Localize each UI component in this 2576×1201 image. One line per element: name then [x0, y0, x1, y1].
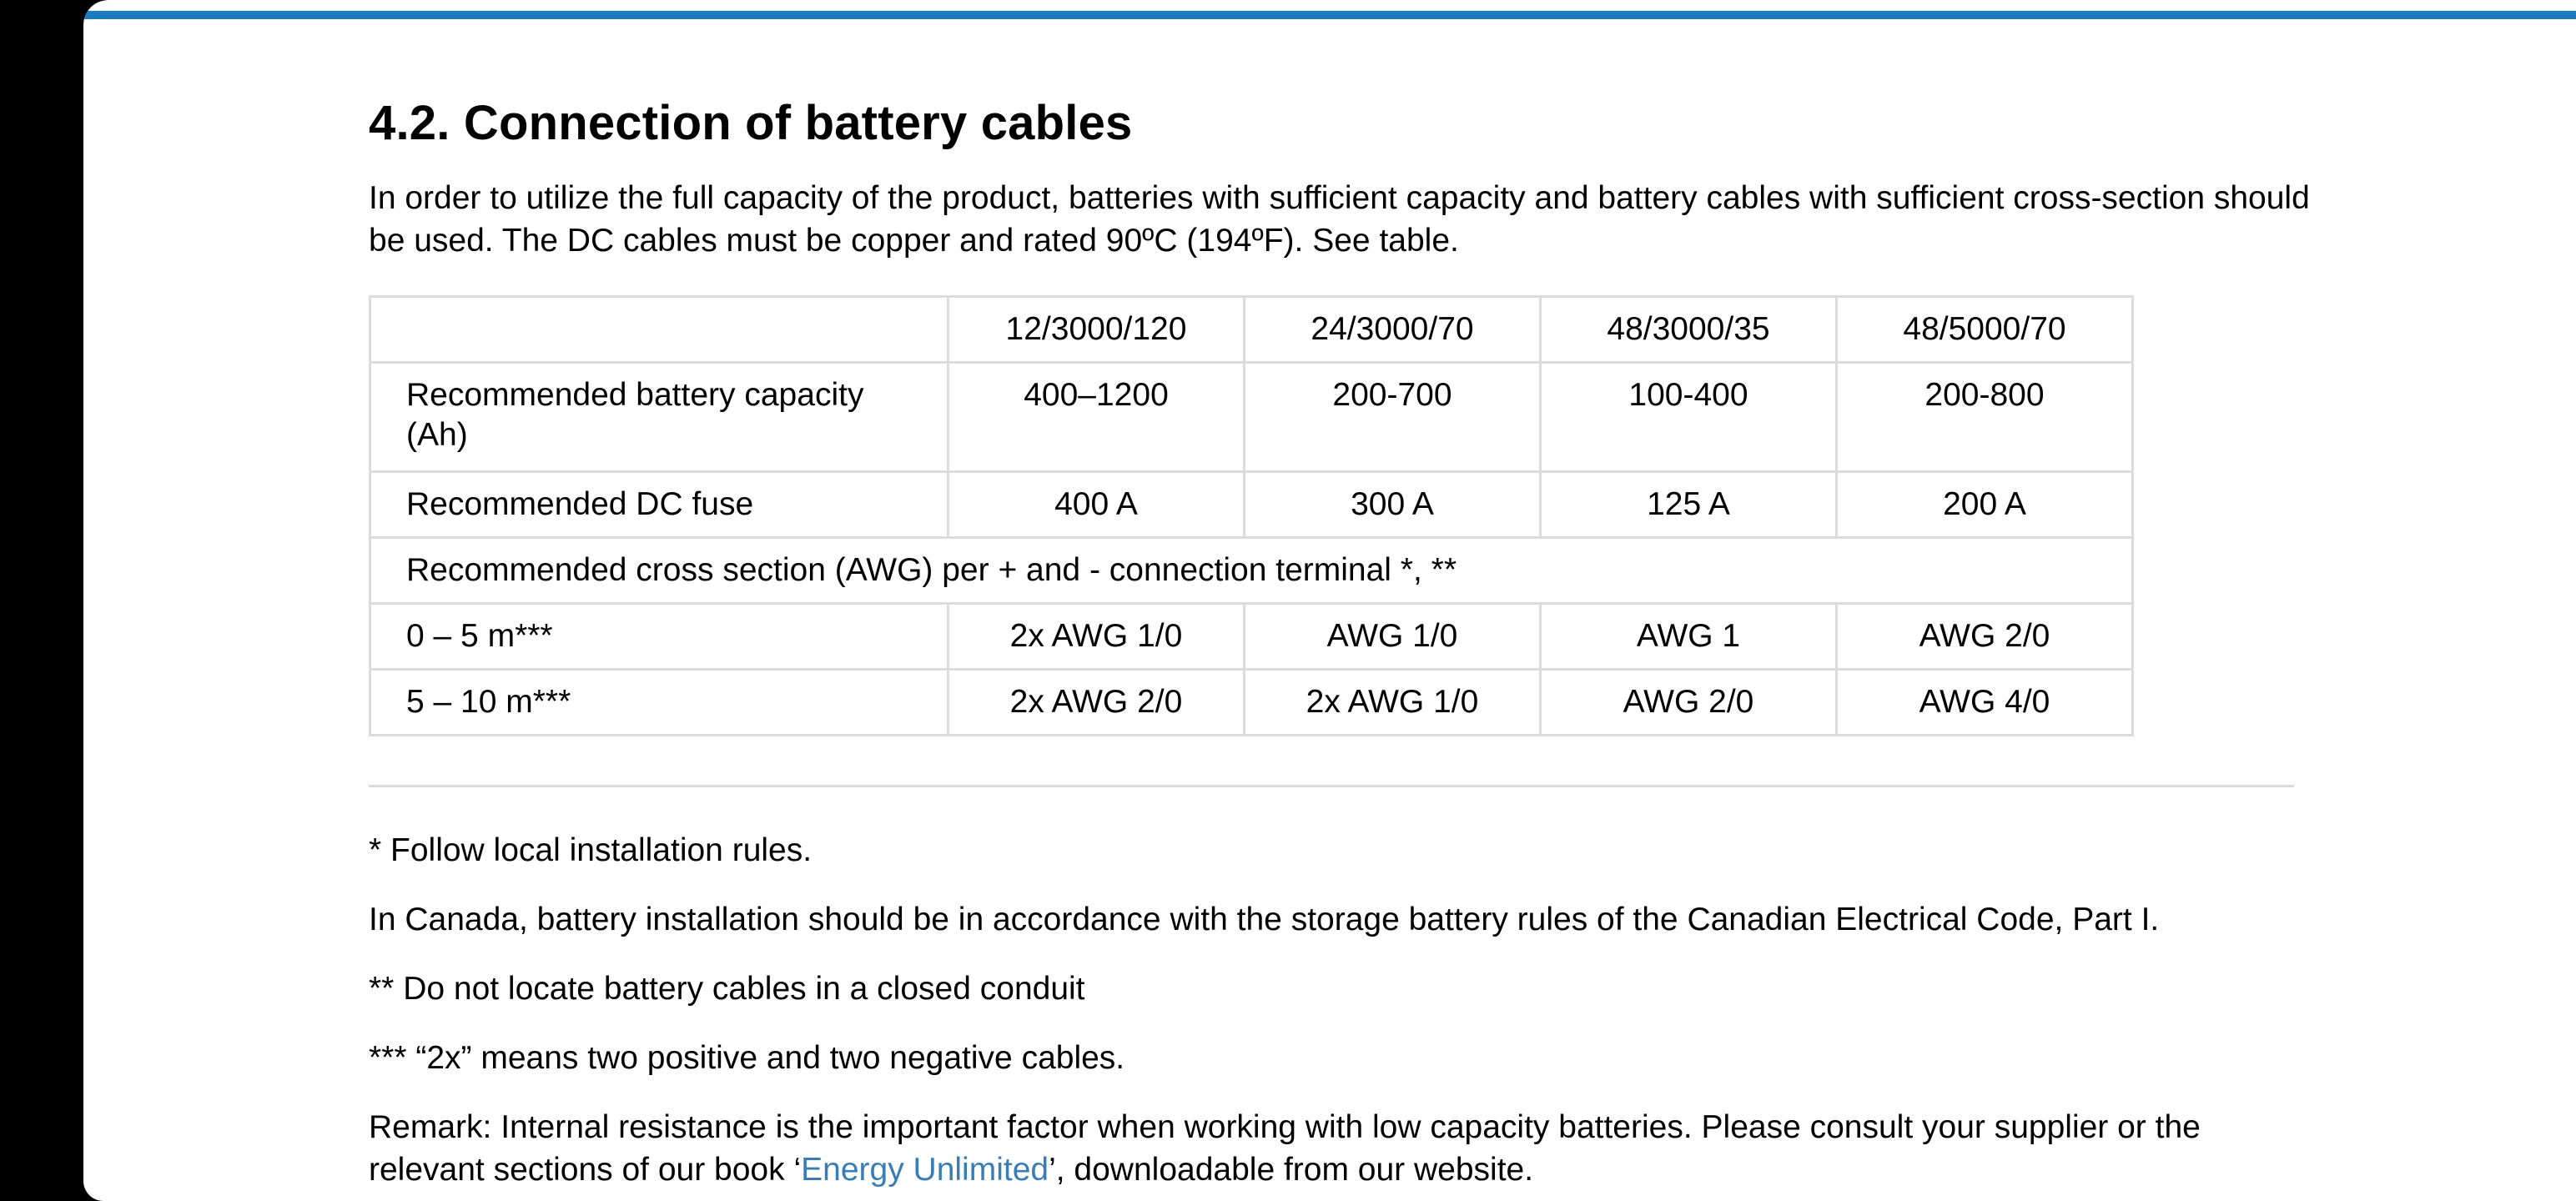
table-cell: 400 A	[948, 472, 1245, 538]
table-cell: AWG 1	[1541, 604, 1837, 670]
table-cell: 2x AWG 1/0	[948, 604, 1245, 670]
remark-paragraph	[369, 1106, 2312, 1191]
table-cell: AWG 1/0	[1245, 604, 1541, 670]
table-header-cell: 24/3000/70	[1245, 297, 1541, 363]
table-header-cell: 48/3000/35	[1541, 297, 1837, 363]
table-row	[370, 604, 2133, 670]
table-cell: 200-700	[1245, 363, 1541, 472]
table-cell: 125 A	[1541, 472, 1837, 538]
table-cell: 200-800	[1837, 363, 2133, 472]
table-header-cell: 48/5000/70	[1837, 297, 2133, 363]
note-canada: In Canada, battery installation should be in accordance with the storage battery rules of the Canadian Electrical Code, Part I.	[369, 902, 2160, 937]
table-row	[370, 472, 2133, 538]
span-row-label: Recommended cross section (AWG) per + and - connection terminal *, **	[370, 538, 2133, 604]
row-label: Recommended DC fuse	[370, 472, 948, 538]
document-page	[83, 0, 2576, 1201]
energy-unlimited-link[interactable]: Energy Unlimited	[801, 1152, 1049, 1188]
row-label: 5 – 10 m***	[370, 670, 948, 736]
remark-text: Remark: Internal resistance is the important factor when working with low capacity batteries. Please consult your supplier or the relevant sections of our book ‘	[369, 1109, 2201, 1188]
note-2x: *** “2x” means two positive and two negative cables.	[369, 1040, 1125, 1076]
table-header-cell	[370, 297, 948, 363]
table-span-row	[370, 538, 2133, 604]
table-header-cell: 12/3000/120	[948, 297, 1245, 363]
accent-bar	[83, 11, 2576, 19]
table-row	[370, 670, 2133, 736]
row-label: Recommended battery capacity (Ah)	[370, 363, 948, 472]
notes-block	[369, 829, 2371, 1191]
table-cell: AWG 2/0	[1837, 604, 2133, 670]
table-cell: 400–1200	[948, 363, 1245, 472]
table-cell: 2x AWG 2/0	[948, 670, 1245, 736]
section-divider	[369, 785, 2294, 787]
table-row	[370, 363, 2133, 472]
table-cell: 100-400	[1541, 363, 1837, 472]
table-cell: 300 A	[1245, 472, 1541, 538]
note-local-rules: * Follow local installation rules.	[369, 832, 813, 868]
table-cell: AWG 2/0	[1541, 670, 1837, 736]
section-content	[369, 92, 2371, 1191]
remark-text-end: ’, downloadable from our website.	[1049, 1152, 1534, 1188]
section-title: 4.2. Connection of battery cables	[369, 96, 1133, 150]
row-label: 0 – 5 m***	[370, 604, 948, 670]
table-cell: 200 A	[1837, 472, 2133, 538]
table-header-row	[370, 297, 2133, 363]
table-cell: AWG 4/0	[1837, 670, 2133, 736]
intro-paragraph: In order to utilize the full capacity of the product, batteries with sufficient capacity and battery cables with sufficient cross-section should be used. The DC cables must be copper and rated 90ºC (194ºF). See table.	[369, 180, 2310, 259]
table-cell: 2x AWG 1/0	[1245, 670, 1541, 736]
note-conduit: ** Do not locate battery cables in a closed conduit	[369, 971, 1085, 1007]
battery-cable-table	[369, 295, 2134, 736]
